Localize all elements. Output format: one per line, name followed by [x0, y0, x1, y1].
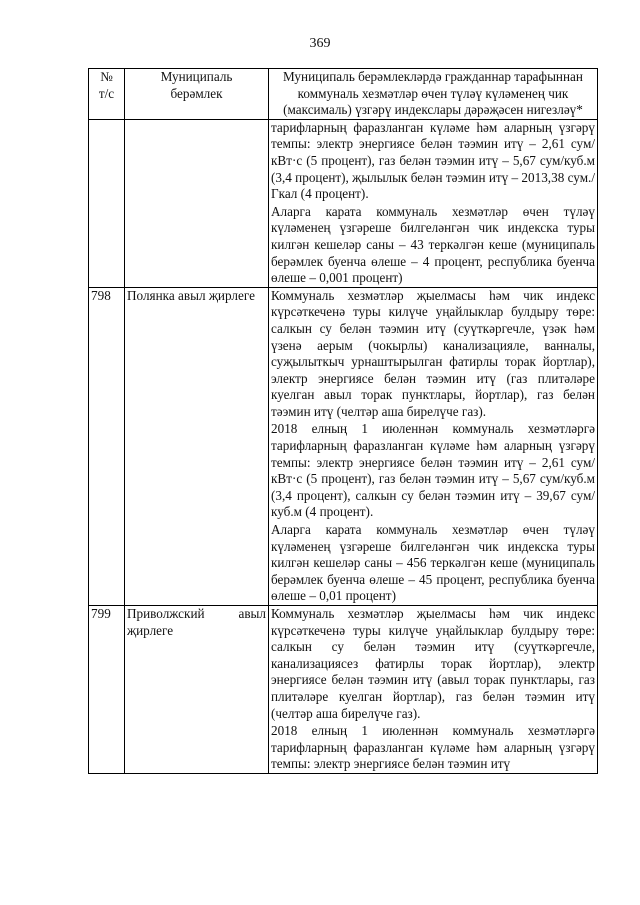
description-paragraph: 2018 елның 1 июленнән коммуналь хезмәтләргә тарифларның фаразланган күләме һәм аларның үзгәрү темпы: электр энергиясе белән тәэмин итү – 2,61 сум/кВт·с (5 процент), газ белән тәэмин итү – 5,67 сум/куб.м (3,4 процент), салкын су белән тәэмин итү – 39,67 сум/куб.м (4 процент).: [271, 421, 595, 520]
row-description: [269, 287, 598, 605]
table-row: [89, 606, 598, 774]
row-municipality: [125, 606, 269, 774]
header-description: Муниципаль берәмлекләрдә гражданнар тарафыннан коммуналь хезмәтләр өчен түләү күләменең чик (максималь) үзгәрү индекслары дәрәҗәсен нигезләү*: [269, 69, 598, 120]
description-paragraph: Коммуналь хезмәтләр җыелмасы һәм чик индекс күрсәткеченә туры килүче уңайлыклар булдыру төре: салкын су белән тәэмин итү (суүткәргечле, үзәк һәм үзенә аерым (чокырлы) канализацияле, ванналы, суҗылыткыч урнаштырылган фатирлы торак йортлар), электр энергиясе белән тәэмин итү (газ плитәләре куелган авыл торак пунктлары, йортлар), газ белән тәэмин итү (челтәр аша бирелүче газ).: [271, 287, 595, 419]
row-description: [269, 119, 598, 287]
row-municipality: [125, 119, 269, 287]
row-description: [269, 606, 598, 774]
header-number: № т/с: [89, 69, 125, 120]
description-paragraph: Аларга карата коммуналь хезмәтләр өчен түләү күләменең үзгәреше билгеләнгән чик индекска туры килгән кешеләр саны – 43 теркәлгән кеше (муниципаль берәмлек буенча өлеше – 4 процент, республика буенча өлеше – 0,001 процент): [271, 203, 595, 286]
municipality-line-2: җирлеге: [127, 622, 174, 638]
description-paragraph: тарифларның фаразланган күләме һәм аларның үзгәрү темпы: электр энергиясе белән тәэмин итү – 2,61 сум/кВт·с (5 процент), газ белән тәэмин итү – 5,67 сум/куб.м (3,4 процент), җылылык белән тәэмин итү – 2013,38 сум./Гкал (4 процент).: [271, 119, 595, 202]
table-row: [89, 119, 598, 287]
row-number: 798: [89, 287, 125, 605]
description-paragraph: Аларга карата коммуналь хезмәтләр өчен түләү күләменең үзгәреше билгеләнгән чик индекска туры килгән кешеләр саны – 456 теркәлгән кеше (муниципаль берәмлек буенча өлеше – 45 процент, республика буенча өлеше – 0,01 процент): [271, 522, 595, 604]
municipality-word: авыл: [238, 606, 266, 621]
municipality-line-1: [127, 606, 266, 623]
table-header-row: [89, 69, 598, 120]
row-number: 799: [89, 606, 125, 774]
tariff-index-table: [88, 68, 598, 774]
page-number: 369: [309, 36, 331, 51]
description-paragraph: 2018 елның 1 июленнән коммуналь хезмәтләргә тарифларның фаразланган күләме һәм аларның үзгәрү темпы: электр энергиясе белән тәэмин итү: [271, 723, 595, 772]
header-municipality: Муниципаль берәмлек: [125, 69, 269, 120]
table-row: [89, 287, 598, 605]
row-municipality: Полянка авыл җирлеге: [125, 287, 269, 605]
municipality-word: Приволжский: [127, 606, 205, 621]
description-paragraph: Коммуналь хезмәтләр җыелмасы һәм чик индекс күрсәткеченә туры килүче уңайлыклар булдыру төре: салкын су белән тәэмин итү (суүткәргечле, канализациясез фатирлы торак йортлар), электр энергиясе белән тәэмин итү (авыл торак пунктлары, газ плитәләре куелган йортлар), газ белән тәэмин итү (челтәр аша бирелүче газ).: [271, 606, 595, 721]
row-number: [89, 119, 125, 287]
